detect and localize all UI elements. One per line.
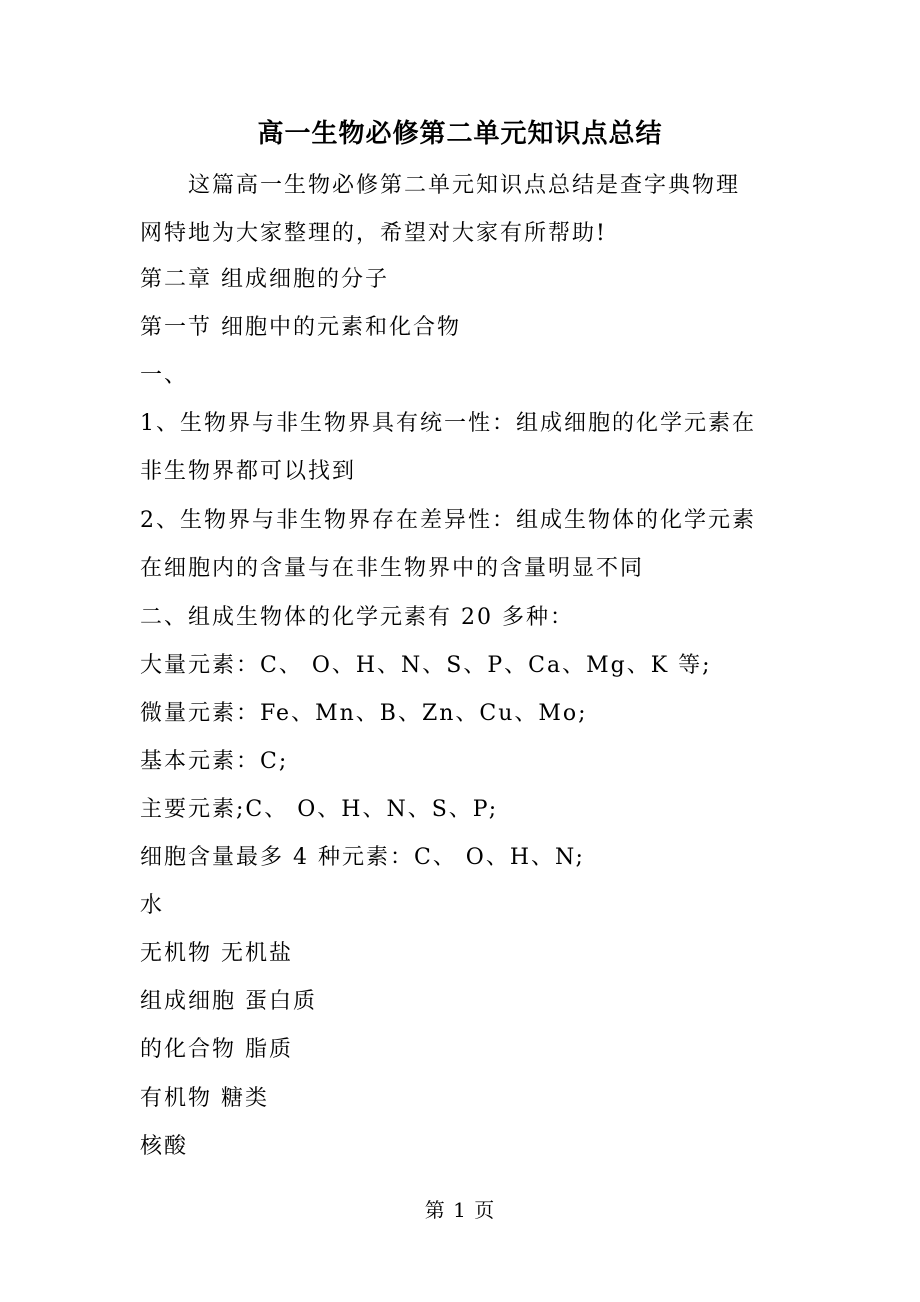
main-elements: 主要元素;C、 O、H、N、S、P; — [140, 797, 499, 822]
section-heading: 第一节 细胞中的元素和化合物 — [140, 315, 461, 340]
chapter-heading: 第二章 组成细胞的分子 — [140, 267, 389, 292]
point2-line-2: 在细胞内的含量与在非生物界中的含量明显不同 — [140, 556, 645, 581]
compound-item: 组成细胞 蛋白质 — [140, 989, 317, 1014]
part1-heading: 一、 — [140, 363, 189, 388]
compound-item: 有机物 糖类 — [140, 1086, 269, 1111]
top4-elements: 细胞含量最多 4 种元素：C、 O、H、N; — [140, 845, 585, 870]
compound-item: 的化合物 脂质 — [140, 1037, 293, 1062]
intro-line-2: 网特地为大家整理的，希望对大家有所帮助! — [140, 221, 607, 246]
compound-item: 无机物 无机盐 — [140, 941, 293, 966]
macro-elements: 大量元素：C、 O、H、N、S、P、Ca、Mg、K 等; — [140, 653, 712, 678]
point1-line-2: 非生物界都可以找到 — [140, 459, 357, 484]
compound-item: 水 — [140, 893, 165, 918]
page-title: 高一生物必修第二单元知识点总结 — [257, 119, 663, 149]
basic-elements: 基本元素：C; — [140, 749, 289, 774]
point2-line-1: 2、生物界与非生物界存在差异性：组成生物体的化学元素 — [140, 508, 756, 533]
intro-line-1: 这篇高一生物必修第二单元知识点总结是查字典物理 — [188, 173, 741, 198]
compound-item: 核酸 — [140, 1134, 189, 1159]
page-number: 第 1 页 — [424, 1198, 496, 1222]
point1-line-1: 1、生物界与非生物界具有统一性：组成细胞的化学元素在 — [140, 411, 756, 436]
part2-heading: 二、组成生物体的化学元素有 20 多种： — [140, 605, 574, 630]
micro-elements: 微量元素：Fe、Mn、B、Zn、Cu、Mo; — [140, 701, 588, 726]
